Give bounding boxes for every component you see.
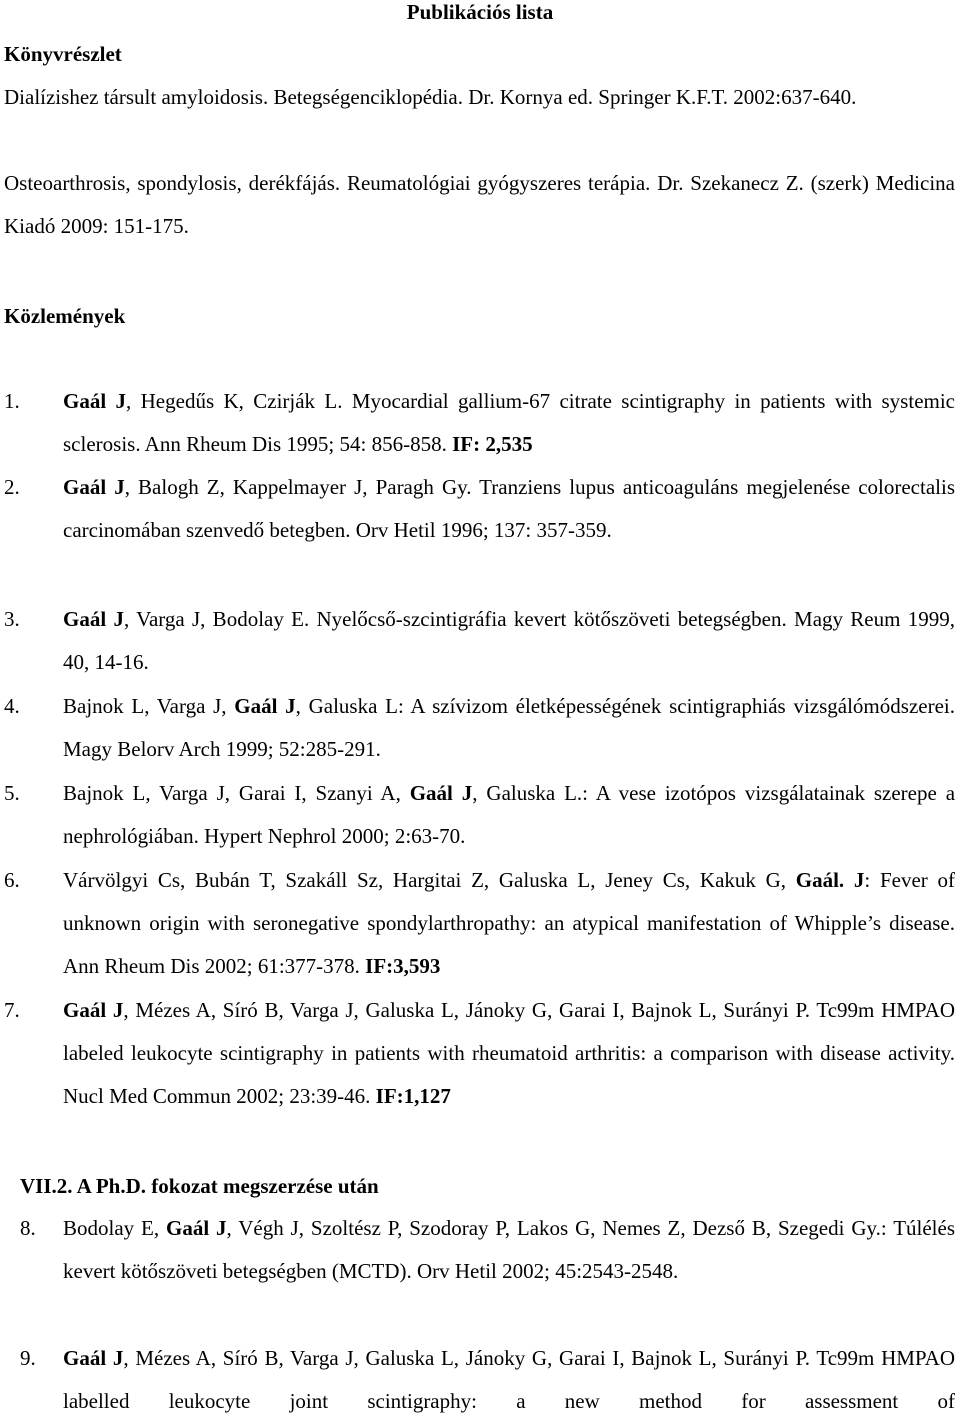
entry-number: 4.: [4, 694, 20, 718]
entry-text: [63, 466, 955, 552]
impact-factor: IF:3,593: [365, 954, 441, 978]
citation-text: , Balogh Z, Kappelmayer J, Paragh Gy. Tranziens lupus anticoaguláns megjelenése colorectalis carcinomában szenvedő betegben. Orv Hetil 1996; 137: 357-359.: [63, 475, 956, 542]
section-heading-publications: Közlemények: [4, 304, 126, 328]
entry-number: 6.: [4, 868, 20, 892]
entry-text: [63, 598, 955, 684]
entry-number: 3.: [4, 607, 20, 631]
publication-entry-6: [4, 859, 955, 988]
impact-factor: IF: 2,535: [452, 432, 533, 456]
publication-entry-9: [20, 1337, 955, 1423]
publication-entry-4: [4, 685, 955, 771]
entry-number: 1.: [4, 389, 20, 413]
publication-entry-8: [20, 1207, 955, 1293]
author-highlight: Gaál J: [234, 694, 296, 718]
entry-number: 9.: [20, 1346, 36, 1370]
entry-number: 2.: [4, 475, 20, 499]
entry-text: [63, 685, 955, 771]
section-heading-book: Könyvrészlet: [4, 42, 122, 66]
author-highlight: Gaál J: [63, 607, 124, 631]
citation-text: , Mézes A, Síró B, Varga J, Galuska L, Jánoky G, Garai I, Bajnok L, Surányi P. Tc99m HMPAO labeled leukocyte scintigraphy in patients with rheumatoid arthritis: a comparison with disease activity. Nucl Med Commun 2002; 23:39-46.: [63, 998, 956, 1108]
author-highlight: Gaál J: [63, 475, 125, 499]
entry-text: [63, 772, 955, 858]
author-highlight: Gaál J: [409, 781, 473, 805]
entry-number: 5.: [4, 781, 20, 805]
entry-number: 8.: [20, 1216, 36, 1240]
entry-text: [63, 1337, 955, 1423]
author-highlight: Gaál J: [63, 389, 127, 413]
impact-factor: IF:1,127: [375, 1084, 451, 1108]
book-chapter-1: Dialízishez társult amyloidosis. Betegségenciklopédia. Dr. Kornya ed. Springer K.F.T. 2002:637-640.: [4, 85, 857, 109]
entry-text: [63, 1207, 955, 1293]
publication-entry-1: [4, 380, 955, 466]
citation-text: , Galuska L.: A vese izotópos vizsgálatainak szerepe a nephrológiában. Hypert Nephrol 2000; 2:63-70.: [63, 781, 956, 848]
author-highlight: Gaál J: [165, 1216, 227, 1240]
publication-entry-5: [4, 772, 955, 858]
entry-text: [63, 859, 955, 988]
citation-text: , Varga J, Bodolay E. Nyelőcső-szcintigráfia kevert kötőszöveti betegségben. Magy Reum 1999, 40, 14-16.: [63, 607, 955, 674]
author-highlight: Gaál J: [63, 1346, 124, 1370]
publication-entry-3: [4, 598, 955, 684]
page-title: Publikációs lista: [406, 0, 554, 24]
citation-text: , Hegedűs K, Czirják L. Myocardial gallium-67 citrate scintigraphy in patients with systemic sclerosis. Ann Rheum Dis 1995; 54: 856-858.: [63, 389, 955, 456]
publication-entry-7: [4, 989, 955, 1118]
citation-text: , Mézes A, Síró B, Varga J, Galuska L, Jánoky G, Garai I, Bajnok L, Surányi P. Tc99m HMPAO labelled leukocyte joint scintigraphy: a new method for assessment of: [63, 1346, 956, 1413]
citation-text: : Fever of unknown origin with seronegative spondylarthropathy: an atypical manifestation of Whipple’s disease. Ann Rheum Dis 2002; 61:377-378.: [63, 868, 955, 978]
author-highlight: Gaál. J: [795, 868, 865, 892]
entry-text: [63, 989, 955, 1118]
citation-text: , Galuska L: A szívizom életképességének scintigraphiás vizsgálómódszerei. Magy Belorv Arch 1999; 52:285-291.: [63, 694, 955, 761]
entry-number: 7.: [4, 998, 20, 1022]
book-chapter-2: Osteoarthrosis, spondylosis, derékfájás. Reumatológiai gyógyszeres terápia. Dr. Szekanecz Z. (szerk) Medicina Kiadó 2009: 151-175.: [4, 171, 955, 238]
section-heading-after-phd: VII.2. A Ph.D. fokozat megszerzése után: [20, 1174, 379, 1198]
citation-authors: Bajnok L, Varga J,: [63, 694, 235, 718]
publication-entry-2: [4, 466, 955, 552]
citation-authors: Várvölgyi Cs, Bubán T, Szakáll Sz, Hargitai Z, Galuska L, Jeney Cs, Kakuk G,: [63, 868, 796, 892]
citation-text: , Végh J, Szoltész P, Szodoray P, Lakos G, Nemes Z, Dezső B, Szegedi Gy.: Túlélés kevert kötőszöveti betegségben (MCTD). Orv Hetil 2002; 45:2543-2548.: [63, 1216, 956, 1283]
citation-authors: Bajnok L, Varga J, Garai I, Szanyi A,: [63, 781, 410, 805]
citation-authors: Bodolay E,: [63, 1216, 166, 1240]
author-highlight: Gaál J: [63, 998, 124, 1022]
entry-text: [63, 380, 955, 466]
